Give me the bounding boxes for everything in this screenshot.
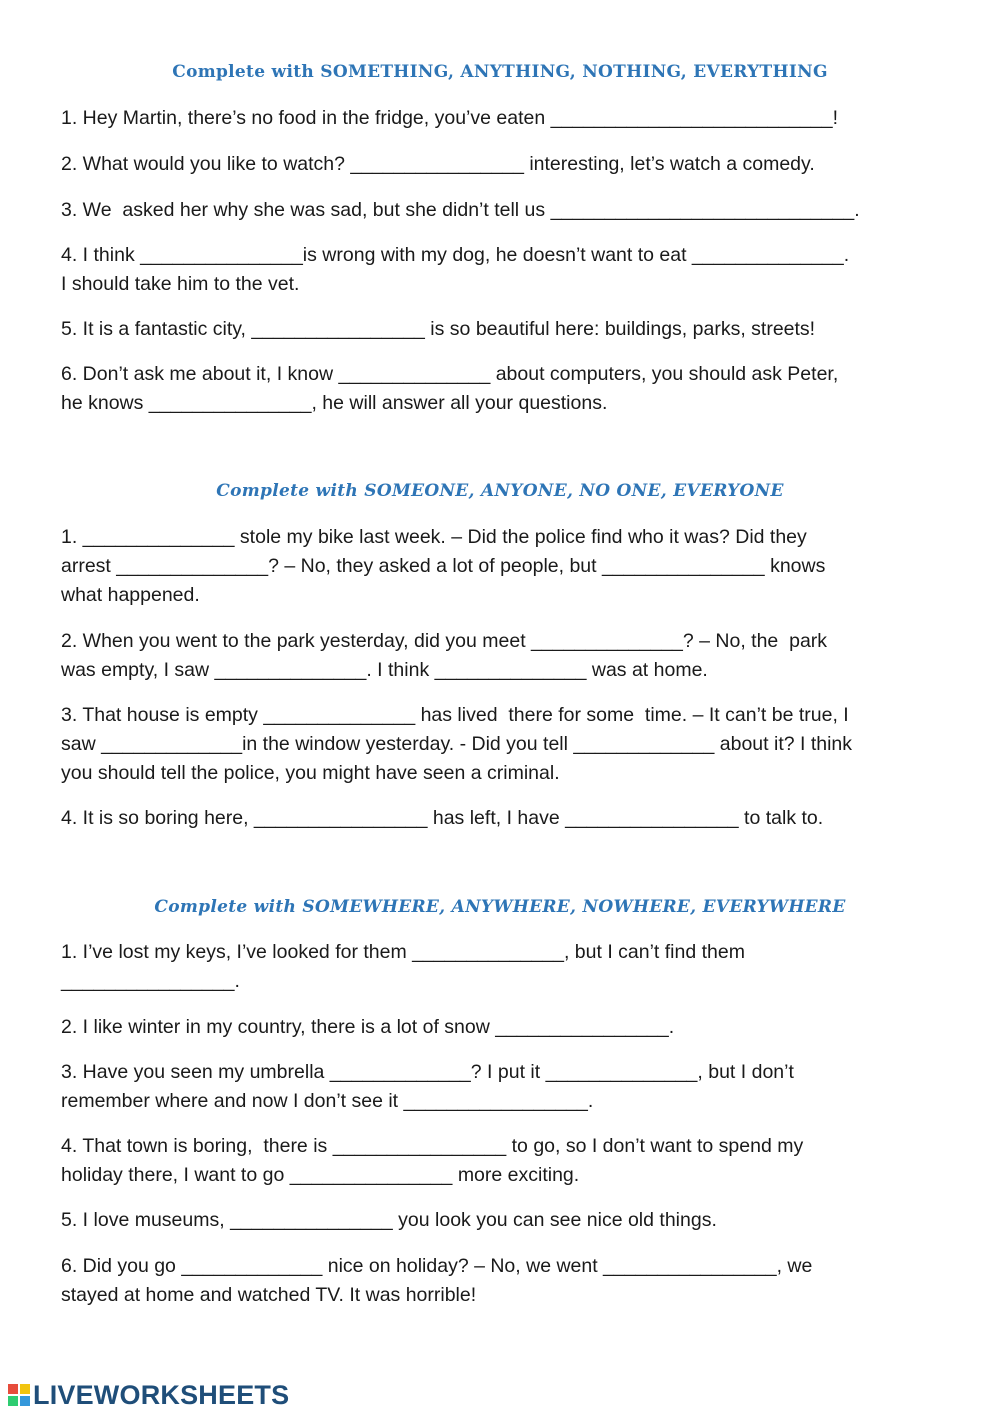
section-title-someone: Complete with SOMEONE, ANYONE, NO ONE, EVERYONE	[216, 481, 784, 501]
logo-square-4	[20, 1396, 30, 1406]
question-something-1: 1. Hey Martin, there’s no food in the fridge, you’ve eaten __________________________!	[61, 107, 838, 129]
logo-text: LIVEWORKSHEETS	[33, 1379, 290, 1410]
liveworksheets-logo[interactable]	[8, 1380, 289, 1410]
section-title-somewhere: Complete with SOMEWHERE, ANYWHERE, NOWHERE, EVERYWHERE	[154, 897, 846, 917]
logo-squares-icon	[8, 1384, 30, 1406]
question-someone-1: 1. ______________ stole my bike last week. – Did the police find who it was? Did they arrest ______________? – No, they asked a lot of people, but _______________ knows what happened.	[61, 526, 826, 606]
question-someone-3: 3. That house is empty ______________ has lived there for some time. – It can’t be true, I saw _____________in the window yesterday. - Did you tell _____________ about it? I think you should tell the police, you might have seen a criminal.	[61, 704, 853, 784]
question-somewhere-3: 3. Have you seen my umbrella _____________? I put it ______________, but I don’t remember where and now I don’t see it _________________.	[61, 1061, 794, 1112]
question-somewhere-4: 4. That town is boring, there is ________________ to go, so I don’t want to spend my holiday there, I want to go _______________ more exciting.	[61, 1135, 804, 1186]
logo-square-3	[8, 1396, 18, 1406]
question-somewhere-6: 6. Did you go _____________ nice on holiday? – No, we went ________________, we stayed at home and watched TV. It was horrible!	[61, 1255, 813, 1306]
question-somewhere-1: 1. I’ve lost my keys, I’ve looked for them ______________, but I can’t find them ________________.	[61, 941, 745, 992]
question-something-4: 4. I think _______________is wrong with my dog, he doesn’t want to eat ______________. I should take him to the vet.	[61, 244, 850, 295]
question-someone-4: 4. It is so boring here, ________________ has left, I have ________________ to talk to.	[61, 807, 824, 829]
question-somewhere-5: 5. I love museums, _______________ you look you can see nice old things.	[61, 1209, 717, 1231]
question-someone-2: 2. When you went to the park yesterday, did you meet ______________? – No, the park was empty, I saw ______________. I think ______________ was at home.	[61, 630, 828, 681]
logo-square-1	[8, 1384, 18, 1394]
logo-square-2	[20, 1384, 30, 1394]
question-somewhere-2: 2. I like winter in my country, there is a lot of snow ________________.	[61, 1016, 675, 1038]
question-something-3: 3. We asked her why she was sad, but she didn’t tell us ____________________________.	[61, 199, 860, 221]
question-something-6: 6. Don’t ask me about it, I know ______________ about computers, you should ask Peter, he knows _______________, he will answer all your questions.	[61, 363, 839, 414]
question-something-2: 2. What would you like to watch? ________________ interesting, let’s watch a comedy.	[61, 153, 815, 175]
section-title-something: Complete with SOMETHING, ANYTHING, NOTHING, EVERYTHING	[172, 62, 828, 82]
question-something-5: 5. It is a fantastic city, ________________ is so beautiful here: buildings, parks, streets!	[61, 318, 816, 340]
